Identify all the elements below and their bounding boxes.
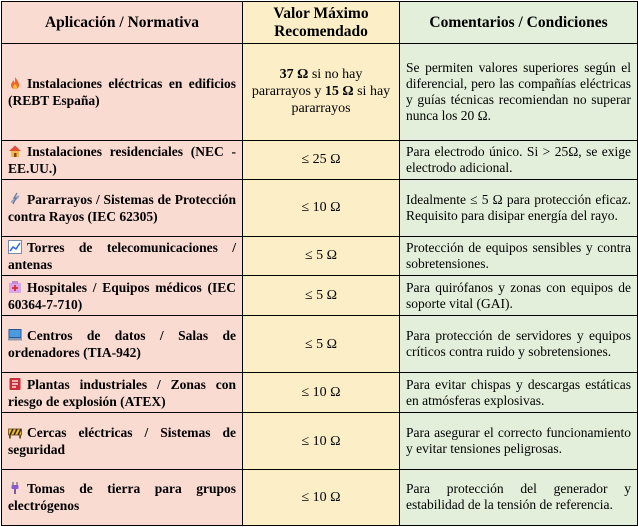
value-cell: ≤ 5 Ω (243, 236, 400, 275)
comment-cell: Para quirófanos y zonas con equipos de soporte vital (GAI). (400, 276, 638, 316)
comment-cell: Se permiten valores superiores según el diferencial, pero las compañías eléctricas y guías técnicas recomiendan no superar nunca los 20 Ω. (400, 44, 638, 140)
value-cell: ≤ 10 Ω (243, 179, 400, 236)
value-cell: ≤ 5 Ω (243, 276, 400, 316)
application-text: Centros de datos / Salas de ordenadores (TIA-942) (8, 328, 236, 361)
table-row (2, 413, 638, 469)
value-text: si hay pararrayos (291, 84, 391, 117)
application-cell (2, 413, 243, 469)
fire-icon (8, 76, 22, 90)
table-row (2, 276, 638, 316)
table-row (2, 236, 638, 275)
application-text: Instalaciones residenciales (NEC - EE.UU.) (8, 143, 236, 176)
plug-icon (8, 481, 22, 495)
application-cell (2, 276, 243, 316)
table-row (2, 469, 638, 525)
comment-cell: Para protección de servidores y equipos críticos contra ruido y sobretensiones. (400, 316, 638, 373)
table-row (2, 373, 638, 413)
house-icon (8, 144, 22, 158)
header-value: Valor Máximo Recomendado (243, 2, 400, 44)
table-row (2, 140, 638, 179)
chart-icon (8, 240, 22, 254)
application-text: Hospitales / Equipos médicos (IEC 60364-7-710) (8, 279, 236, 312)
comment-cell: Protección de equipos sensibles y contra sobretensiones. (400, 236, 638, 275)
hospital-icon (8, 280, 22, 294)
comment-cell: Idealmente ≤ 5 Ω para protección eficaz. Requisito para disipar energía del rayo. (400, 179, 638, 236)
comment-cell: Para electrodo único. Si > 25Ω, se exige electrodo adicional. (400, 140, 638, 179)
computer-icon (8, 328, 22, 342)
table-row (2, 179, 638, 236)
value-no-rod: 37 Ω (279, 67, 309, 83)
value-cell: ≤ 10 Ω (243, 373, 400, 413)
value-cell: ≤ 10 Ω (243, 469, 400, 525)
value-cell: ≤ 5 Ω (243, 316, 400, 373)
application-cell (2, 316, 243, 373)
application-text: Pararrayos / Sistemas de Protección contra Rayos (IEC 62305) (8, 191, 236, 224)
application-cell (2, 469, 243, 525)
application-text: Torres de telecomunicaciones / antenas (8, 239, 236, 272)
comment-cell: Para protección del generador y estabilidad de la tensión de referencia. (400, 469, 638, 525)
value-cell (243, 44, 400, 140)
table-row (2, 316, 638, 373)
application-cell (2, 140, 243, 179)
application-cell (2, 373, 243, 413)
application-text: Tomas de tierra para grupos electrógenos (8, 481, 236, 514)
table-row (2, 44, 638, 140)
value-text: si no hay pararrayos y (251, 67, 363, 100)
lightning-rod-icon (8, 192, 22, 206)
factory-icon (8, 377, 22, 391)
application-cell (2, 236, 243, 275)
fence-icon (8, 425, 22, 439)
application-text: Cercas eléctricas / Sistemas de seguridad (8, 425, 236, 458)
value-cell: ≤ 25 Ω (243, 140, 400, 179)
header-row (2, 2, 638, 44)
application-cell (2, 44, 243, 140)
application-text: Plantas industriales / Zonas con riesgo de explosión (ATEX) (8, 376, 236, 409)
application-cell (2, 179, 243, 236)
comment-cell: Para asegurar el correcto funcionamiento y evitar tensiones peligrosas. (400, 413, 638, 469)
grounding-resistance-table (1, 1, 638, 526)
comment-cell: Para evitar chispas y descargas estáticas en atmósferas explosivas. (400, 373, 638, 413)
value-with-rod: 15 Ω (324, 84, 354, 100)
value-cell: ≤ 10 Ω (243, 413, 400, 469)
header-comments: Comentarios / Condiciones (400, 2, 638, 44)
header-application: Aplicación / Normativa (2, 2, 243, 44)
application-text: Instalaciones eléctricas en edificios (REBT España) (8, 75, 236, 108)
